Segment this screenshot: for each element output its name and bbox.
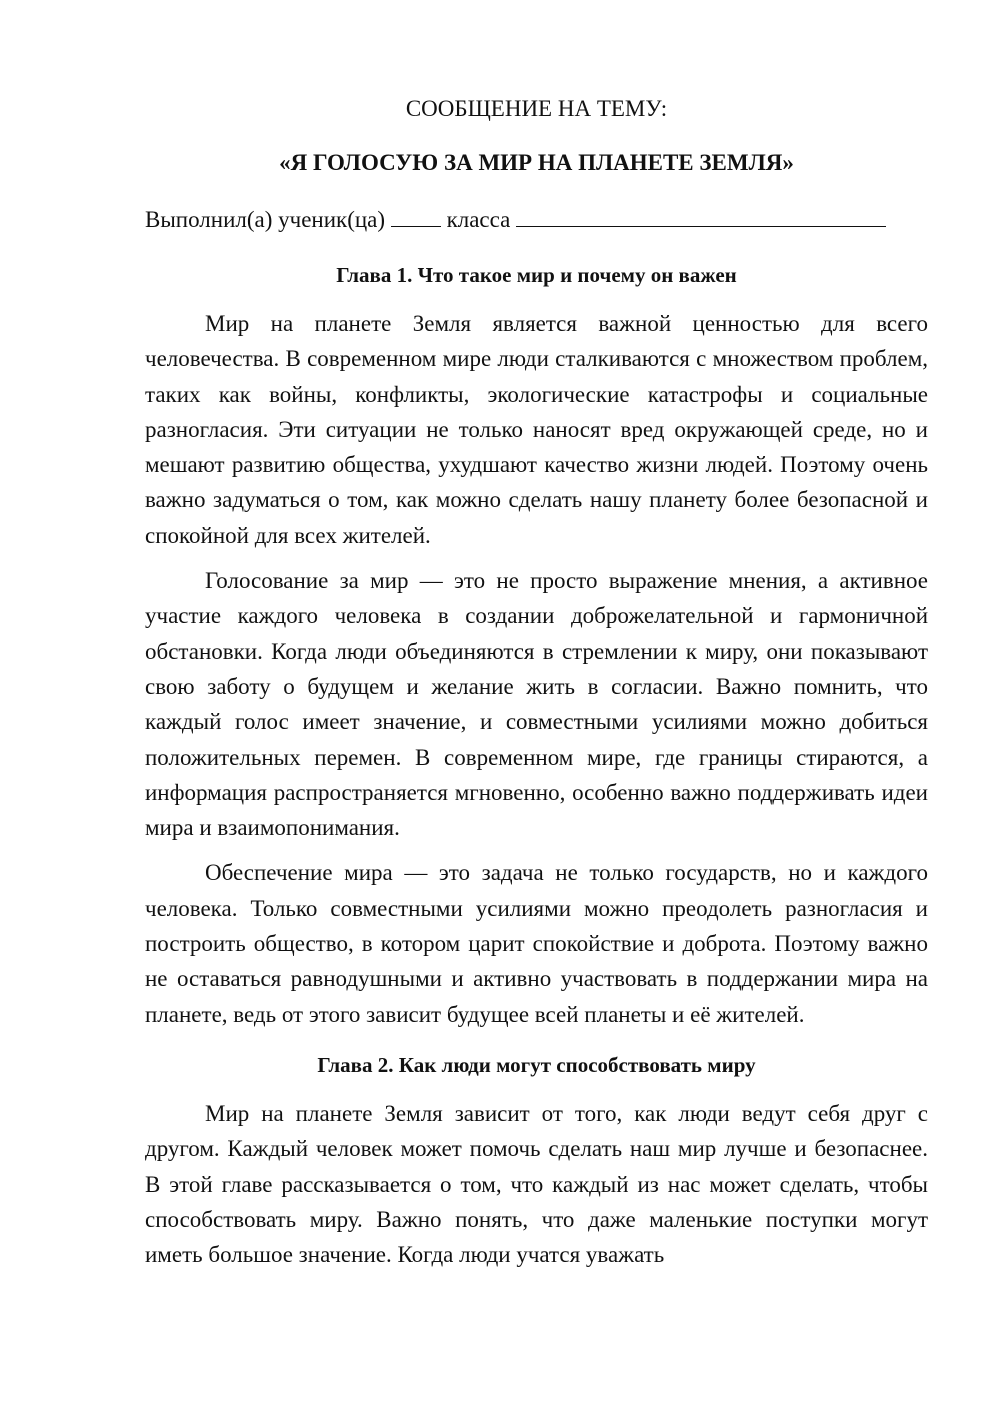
chapter-1-paragraph-3: Обеспечение мира — это задача не только государств, но и каждого человека. Только совместными усилиями можно преодолеть разногласия и построить общество, в котором царит спокойствие и доброта. Поэтому важно не оставаться равнодушными и активно участвовать в поддержании мира на планете, ведь от этого зависит будущее всей планеты и её жителей.	[145, 860, 928, 1027]
chapter-1-paragraph-2: Голосование за мир — это не просто выражение мнения, а активное участие каждого человека в создании доброжелательной и гармоничной обстановки. Когда люди объединяются в стремлении к миру, они показывают свою заботу о будущем и желание жить в согласии. Важно помнить, что каждый голос имеет значение, и совместными усилиями можно добиться положительных перемен. В современном мире, где границы стираются, а информация распространяется мгновенно, особенно важно поддерживать идеи мира и взаимопонимания.	[145, 568, 928, 841]
page-content	[145, 93, 928, 1272]
class-number-blank	[391, 203, 441, 227]
author-line	[145, 203, 928, 236]
chapter-1-heading: Глава 1. Что такое мир и почему он важен	[336, 263, 737, 287]
document-subtitle: «Я ГОЛОСУЮ ЗА МИР НА ПЛАНЕТЕ ЗЕМЛЯ»	[279, 150, 794, 175]
author-label: Выполнил(а) ученик(ца)	[145, 207, 386, 232]
chapter-2-heading: Глава 2. Как люди могут способствовать миру	[317, 1052, 756, 1077]
document-title: СООБЩЕНИЕ НА ТЕМУ:	[405, 96, 668, 121]
chapter-2-paragraph-1: Мир на планете Земля зависит от того, как люди ведут себя друг с другом. Каждый человек может помочь сделать наш мир лучше и безопаснее. В этой главе рассказывается о том, что каждый из нас может сделать, чтобы способствовать миру. Важно понять, что даже маленькие поступки могут иметь большое значение. Когда люди учатся уважать	[145, 1100, 928, 1268]
chapter-1-paragraph-1: Мир на планете Земля является важной ценностью для всего человечества. В современном мире люди сталкиваются с множеством проблем, таких как войны, конфликты, экологические катастрофы и социальные разногласия. Эти ситуации не только наносят вред окружающей среде, но и мешают развитию общества, ухудшают качество жизни людей. Поэтому очень важно задуматься о том, как можно сделать нашу планету более безопасной и спокойной для всех жителей.	[145, 311, 928, 548]
class-label: класса	[446, 207, 511, 232]
student-name-blank	[516, 203, 886, 227]
